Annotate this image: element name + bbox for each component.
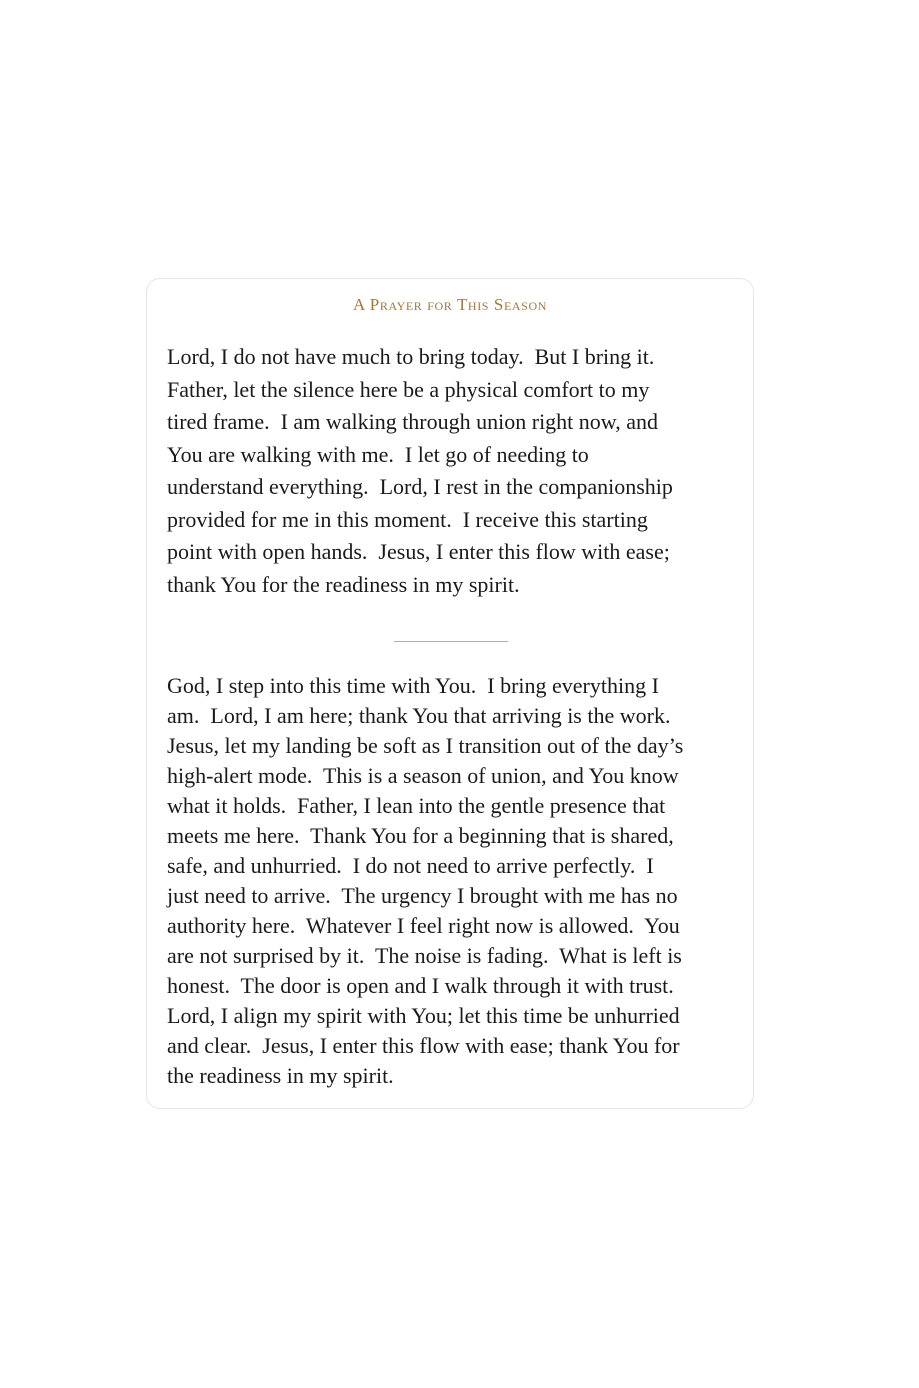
paragraph-line: high-alert mode. This is a season of union, and You know (167, 763, 679, 788)
prayer-paragraph-1 (167, 341, 737, 601)
paragraph-line: Father, let the silence here be a physical comfort to my (167, 376, 650, 402)
paragraph-line: You are walking with me. I let go of needing to (167, 441, 589, 467)
paragraph-line: Lord, I align my spirit with You; let this time be unhurried (167, 1003, 680, 1028)
paragraph-line: safe, and unhurried. I do not need to arrive perfectly. I (167, 853, 654, 878)
paragraph-line: tired frame. I am walking through union right now, and (167, 409, 659, 434)
prayer-card (146, 278, 754, 1109)
paragraph-line: Jesus, let my landing be soft as I transition out of the day’s (167, 733, 684, 758)
paragraph-line: and clear. Jesus, I enter this flow with ease; thank You for (167, 1033, 680, 1058)
paragraph-line: what it holds. Father, I lean into the gentle presence that (167, 793, 666, 818)
paragraph-line: thank You for the readiness in my spirit. (167, 571, 520, 597)
paragraph-line: meets me here. Thank You for a beginning that is shared, (167, 823, 674, 848)
paragraph-line: am. Lord, I am here; thank You that arriving is the work. (167, 703, 671, 728)
paragraph-line: the readiness in my spirit. (167, 1063, 394, 1088)
paragraph-line: authority here. Whatever I feel right now is allowed. You (167, 913, 680, 938)
paragraph-line: just need to arrive. The urgency I brought with me has no (167, 883, 678, 908)
card-title: A Prayer for This Season (353, 295, 547, 314)
paragraph-line: point with open hands. Jesus, I enter this flow with ease; (167, 539, 670, 564)
paragraph-line: provided for me in this moment. I receive this starting (167, 506, 648, 532)
paragraph-line: understand everything. Lord, I rest in the companionship (167, 474, 673, 499)
paragraph-line: God, I step into this time with You. I bring everything I (167, 673, 659, 698)
paragraph-line: Lord, I do not have much to bring today. But I bring it. (167, 344, 655, 369)
prayer-paragraph-2 (167, 671, 737, 1091)
paragraph-line: are not surprised by it. The noise is fading. What is left is (167, 943, 682, 968)
paragraph-line: honest. The door is open and I walk through it with trust. (167, 973, 674, 998)
section-divider (394, 641, 508, 642)
